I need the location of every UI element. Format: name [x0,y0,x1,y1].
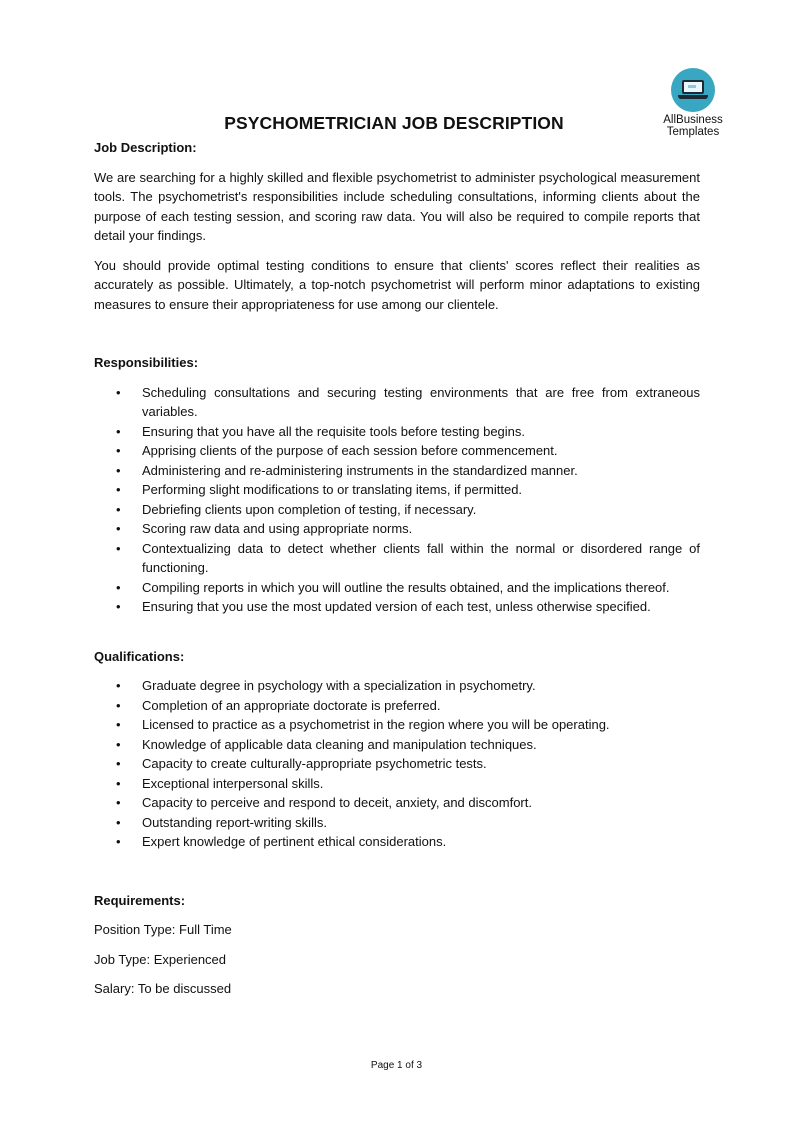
bullet-icon: • [116,795,121,810]
bullet-icon: • [116,462,121,478]
document-body [94,138,700,999]
laptop-icon [671,68,715,112]
qualifications-list [94,676,700,852]
list-item: • Exceptional interpersonal skills. [94,774,700,794]
document-title: PSYCHOMETRICIAN JOB DESCRIPTION [224,113,564,133]
job-type: Job Type: Experienced [94,951,227,967]
list-item: • Completion of an appropriate doctorate is preferred. [94,696,700,716]
page-number: Page 1 of 3 [370,1060,423,1071]
responsibilities-list [94,383,700,617]
qualifications-heading: Qualifications: [94,648,185,664]
logo-line-2: Templates [666,126,720,138]
bullet-icon: • [116,736,121,752]
bullet-icon: • [116,579,121,595]
position-type: Position Type: Full Time [94,922,232,937]
list-item: • Expert knowledge of pertinent ethical considerations. [94,832,700,852]
bullet-icon: • [116,814,121,830]
bullet-icon: • [116,540,121,556]
list-item: • Scheduling consultations and securing testing environments that are free from extraneous variables. [116,384,700,419]
list-item: • Debriefing clients upon completion of testing, if necessary. [94,500,700,520]
list-item: • Knowledge of applicable data cleaning and manipulation techniques. [94,735,700,755]
list-item: • Licensed to practice as a psychometrist in the region where you will be operating. [94,715,700,735]
bullet-icon: • [116,775,121,791]
list-item: • Outstanding report-writing skills. [94,813,700,833]
salary: Salary: To be discussed [94,981,232,996]
list-item: • Performing slight modifications to or translating items, if permitted. [94,480,700,500]
job-description-heading: Job Description: [94,140,197,155]
bullet-icon: • [116,717,121,732]
bullet-icon: • [116,697,121,713]
list-item: • Contextualizing data to detect whether clients fall within the normal or disordered range of functioning. [116,540,700,575]
bullet-icon: • [116,599,121,614]
list-item: • Apprising clients of the purpose of each session before commencement. [94,441,700,461]
bullet-icon: • [116,834,121,849]
list-item: • Ensuring that you have all the requisite tools before testing begins. [94,422,700,442]
bullet-icon: • [116,678,121,693]
list-item: • Capacity to create culturally-appropriate psychometric tests. [94,754,700,774]
bullet-icon: • [116,501,121,517]
job-description-paragraph-2: You should provide optimal testing conditions to ensure that clients' scores reflect their realities as accurately as possible. Ultimately, a top-notch psychometrist will perform minor adaptations to existing measures to ensure their appropriateness for use among our clientele. [94,257,700,312]
list-item: • Capacity to perceive and respond to deceit, anxiety, and discomfort. [94,793,700,813]
logo-line-1: AllBusiness [663,114,723,126]
bullet-icon: • [116,423,121,439]
bullet-icon: • [116,756,121,771]
bullet-icon: • [116,384,121,400]
requirements-heading: Requirements: [94,892,186,908]
job-description-paragraph-1: We are searching for a highly skilled and flexible psychometrist to administer psychological measurement tools. The psychometrist's responsibilities include scheduling consultations, informing clients about the purpose of each testing session, and scoring raw data. You will also be required to compile reports that detail your findings. [94,169,700,243]
list-item: • Scoring raw data and using appropriate norms. [94,519,700,539]
responsibilities-heading: Responsibilities: [94,355,199,370]
list-item: • Ensuring that you use the most updated version of each test, unless otherwise specified. [94,597,700,617]
bullet-icon: • [116,482,121,497]
list-item: • Graduate degree in psychology with a specialization in psychometry. [94,676,700,696]
bullet-icon: • [116,443,121,458]
list-item: • Compiling reports in which you will outline the results obtained, and the implications thereof. [94,578,700,598]
list-item: • Administering and re-administering instruments in the standardized manner. [94,461,700,481]
bullet-icon: • [116,521,121,536]
